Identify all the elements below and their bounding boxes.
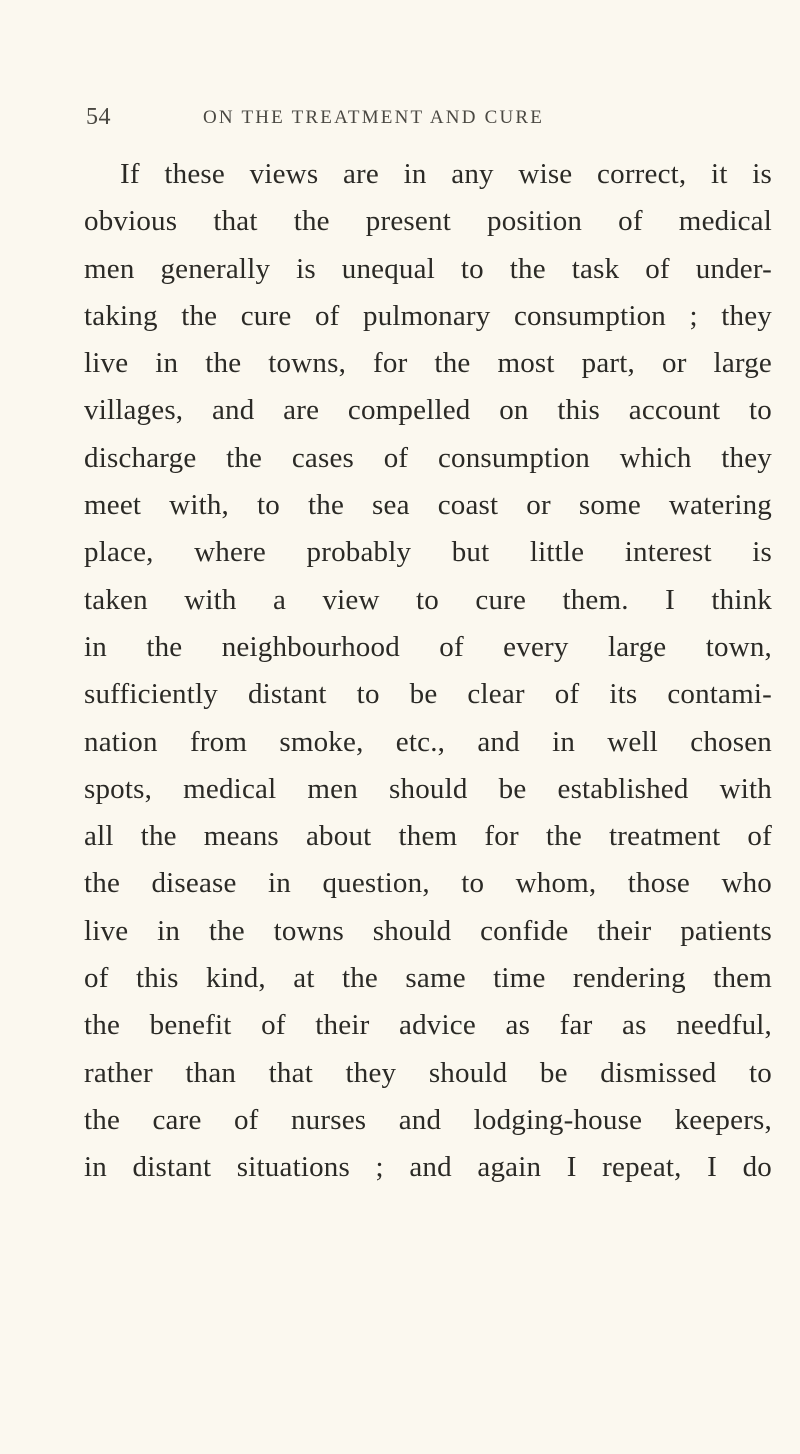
running-title: ON THE TREATMENT AND CURE — [203, 107, 545, 128]
text-line: the benefit of their advice as far as needful, — [84, 1009, 772, 1042]
text-line: men generally is unequal to the task of under- — [84, 252, 772, 285]
text-line: all the means about them for the treatment of — [84, 820, 772, 853]
page-header — [0, 104, 800, 134]
body-paragraph — [84, 151, 772, 1192]
text-line: taking the cure of pulmonary consumption ; they — [84, 299, 772, 332]
text-line: of this kind, at the same time rendering them — [84, 962, 772, 995]
text-line: the care of nurses and lodging-house keepers, — [84, 1103, 772, 1136]
text-line: live in the towns, for the most part, or large — [84, 347, 772, 380]
text-line: in distant situations ; and again I repeat, I do — [84, 1151, 772, 1184]
text-line: spots, medical men should be established with — [84, 772, 772, 805]
text-line: nation from smoke, etc., and in well chosen — [84, 725, 772, 758]
text-line: in the neighbourhood of every large town, — [84, 630, 772, 663]
page-number: 54 — [86, 104, 111, 130]
text-line: villages, and are compelled on this account to — [84, 394, 772, 427]
text-line: taken with a view to cure them. I think — [84, 583, 772, 616]
text-line: rather than that they should be dismissed to — [84, 1056, 772, 1089]
text-line: the disease in question, to whom, those who — [84, 867, 772, 900]
text-line: meet with, to the sea coast or some watering — [84, 489, 772, 522]
text-line: place, where probably but little interest is — [84, 536, 772, 569]
text-line: live in the towns should confide their patients — [84, 914, 772, 947]
text-line: sufficiently distant to be clear of its contami- — [84, 678, 772, 711]
text-line: discharge the cases of consumption which they — [84, 441, 772, 474]
text-line: If these views are in any wise correct, it is — [120, 158, 772, 190]
text-line: obvious that the present position of medical — [84, 205, 772, 238]
